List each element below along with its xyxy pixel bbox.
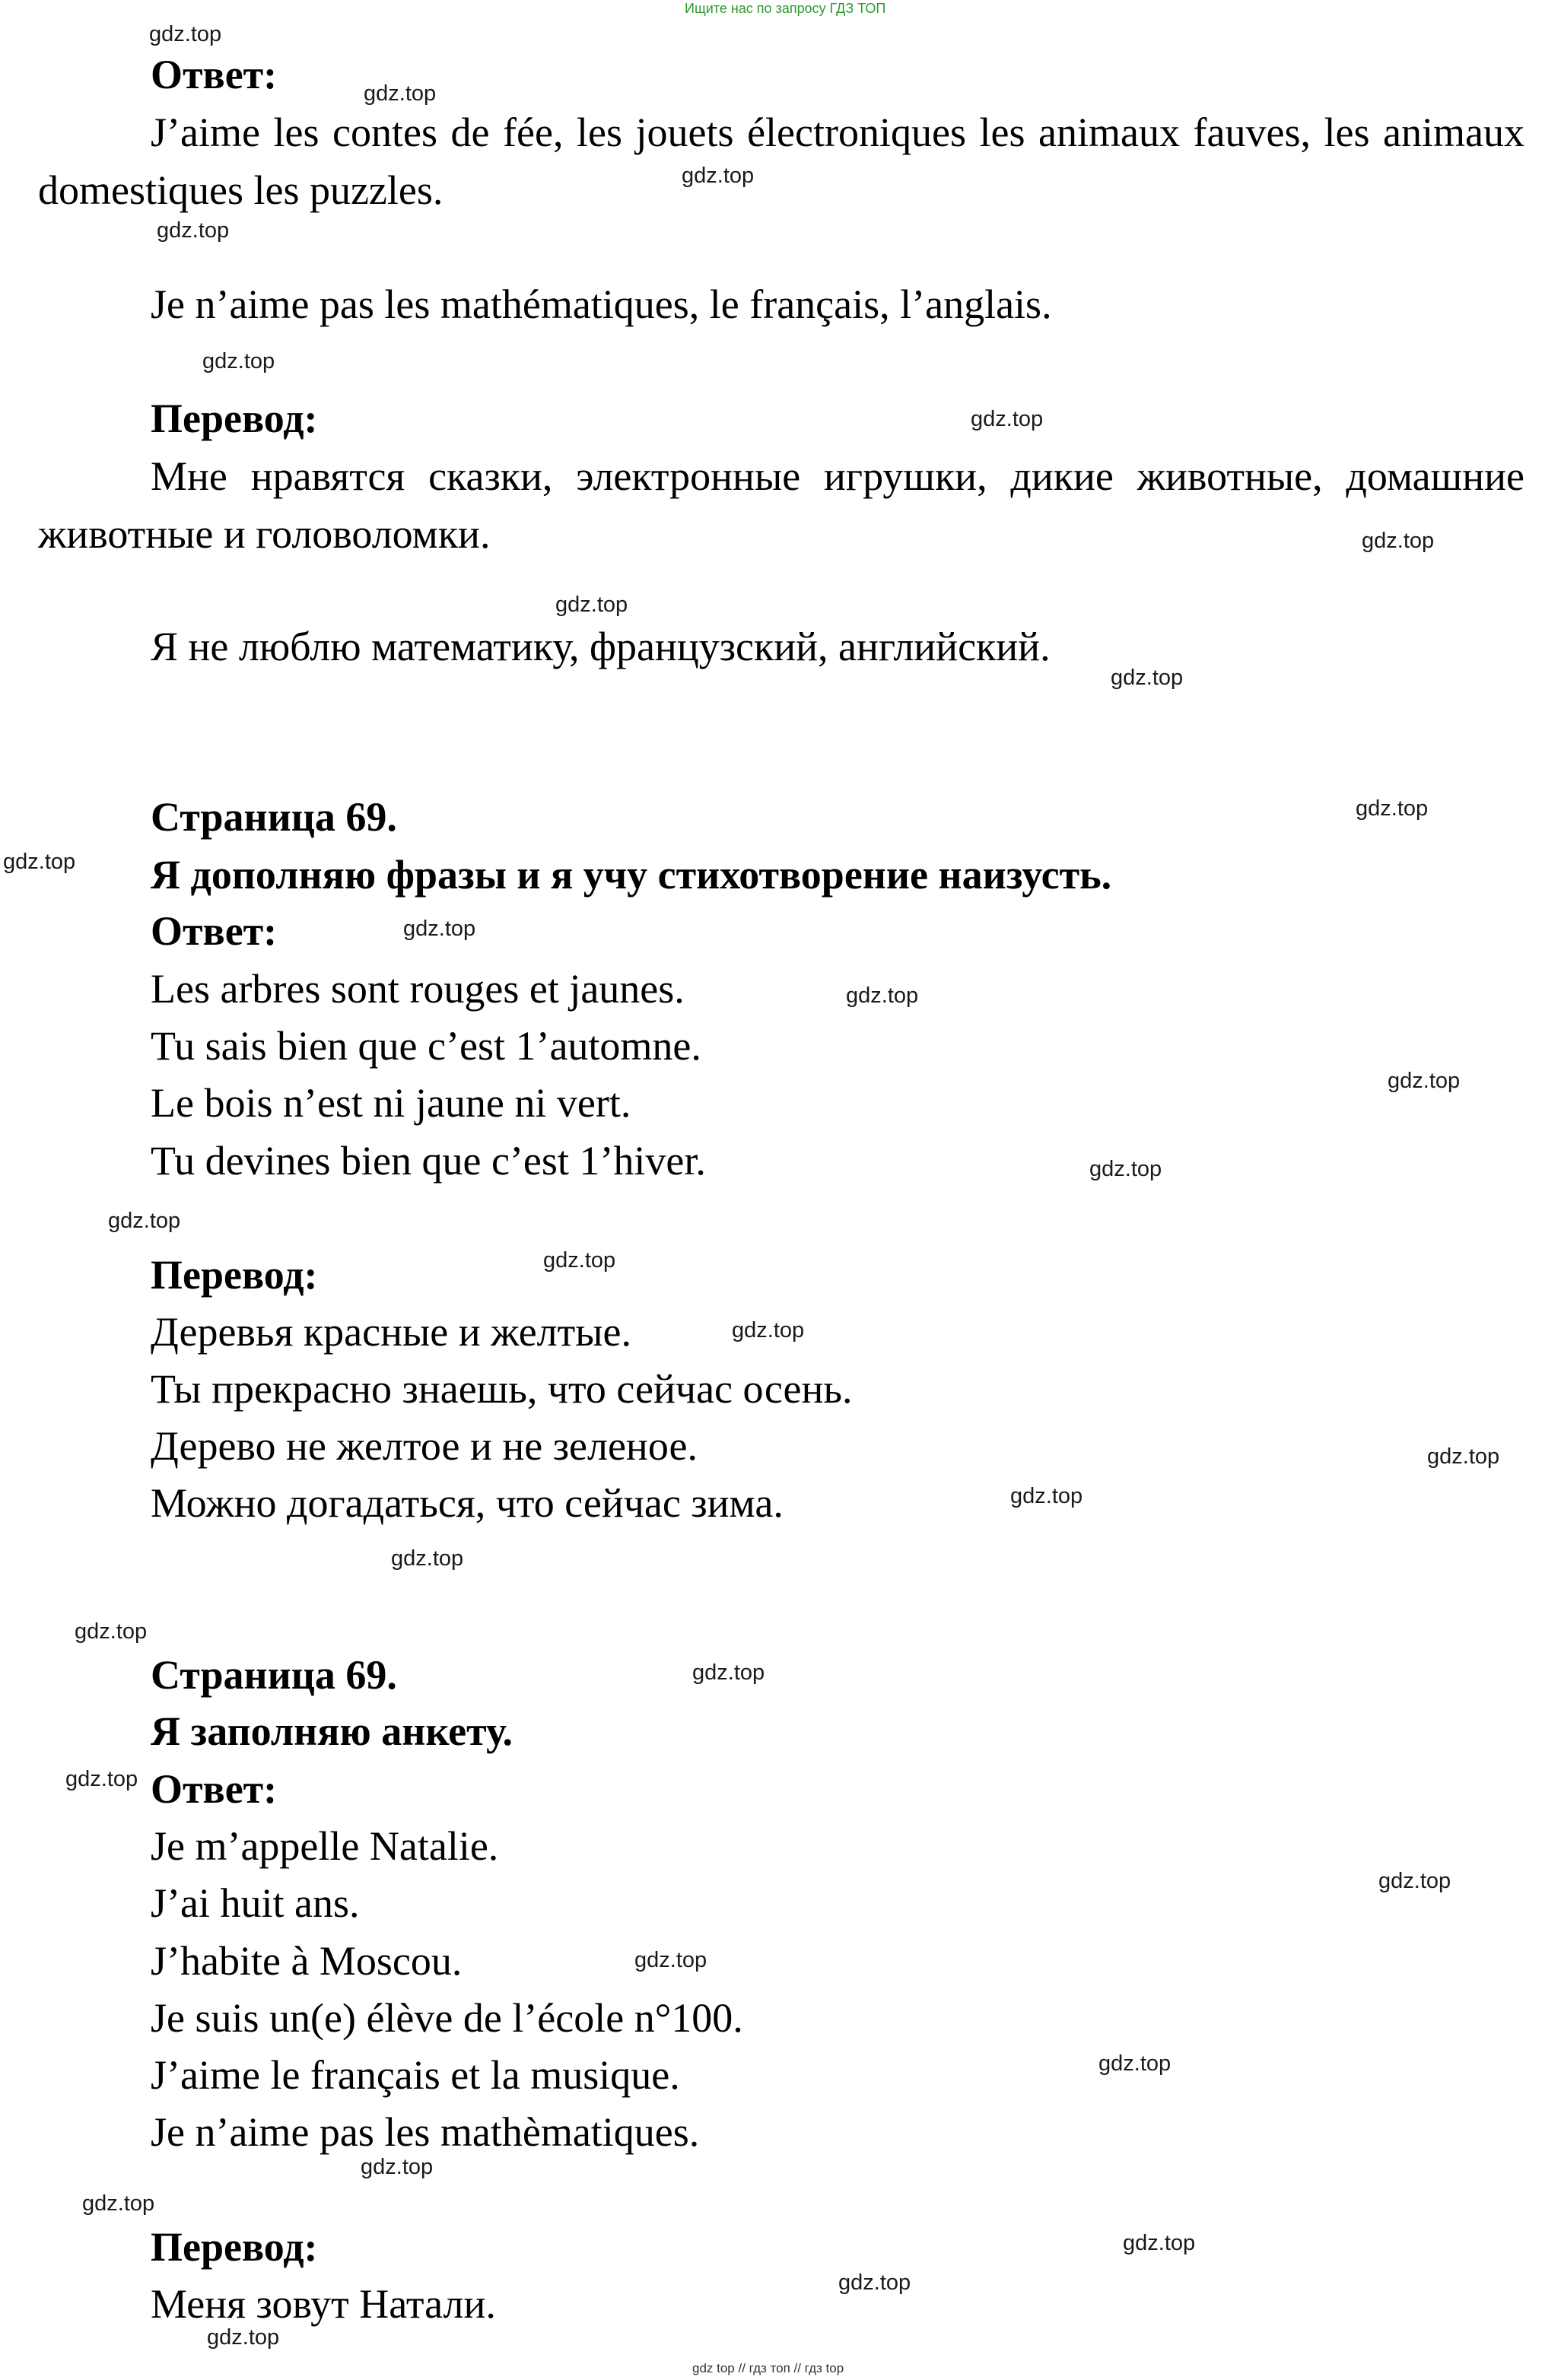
answer-line: Je m’appelle Natalie. — [151, 1823, 499, 1869]
watermark: gdz.top — [1123, 2231, 1196, 2255]
watermark: gdz.top — [207, 2325, 280, 2350]
page-heading: Страница 69. — [151, 1652, 397, 1698]
task-title: Я дополняю фразы и я учу стихотворение наизусть. — [151, 852, 1112, 898]
watermark: gdz.top — [971, 407, 1044, 431]
watermark: gdz.top — [634, 1948, 707, 1972]
translation-label: Перевод: — [151, 396, 318, 441]
translation-paragraph-1: Мне нравятся сказки, электронные игрушки, дикие животные, домашние животные и головоломки. — [38, 453, 1524, 557]
answer-label: Ответ: — [151, 1766, 278, 1812]
answer-paragraph-1: J’aime les contes de fée, les jouets électroniques les animaux fauves, les animaux domestiques les puzzles. — [38, 110, 1524, 213]
bottom-banner: gdz top // гдз топ // гдз top — [692, 2361, 844, 2375]
watermark: gdz.top — [1098, 2051, 1172, 2076]
watermark: gdz.top — [1378, 1869, 1451, 1893]
translation-label: Перевод: — [151, 1252, 318, 1298]
answer-line: Tu devines bien que c’est 1’hiver. — [151, 1138, 706, 1184]
watermark: gdz.top — [1362, 529, 1435, 553]
answer-line: J’aime le français et la musique. — [151, 2052, 680, 2098]
watermark: gdz.top — [543, 1248, 616, 1273]
watermark: gdz.top — [1356, 796, 1429, 821]
answer-line: Je n’aime pas les mathèmatiques. — [151, 2109, 700, 2155]
watermark: gdz.top — [732, 1318, 805, 1343]
watermark: gdz.top — [1089, 1157, 1162, 1181]
watermark: gdz.top — [846, 983, 919, 1008]
watermark: gdz.top — [202, 349, 275, 373]
answer-line: J’ai huit ans. — [151, 1880, 360, 1926]
translation-label: Перевод: — [151, 2224, 318, 2270]
watermark: gdz.top — [108, 1209, 181, 1233]
watermark: gdz.top — [75, 1619, 148, 1644]
answer-paragraph-2: Je n’aime pas les mathématiques, le français, l’anglais. — [151, 281, 1052, 327]
watermark: gdz.top — [364, 81, 437, 106]
watermark: gdz.top — [1427, 1444, 1500, 1469]
watermark: gdz.top — [391, 1546, 464, 1571]
watermark: gdz.top — [682, 164, 755, 188]
watermark: gdz.top — [149, 22, 222, 46]
translation-line: Деревья красные и желтые. — [151, 1309, 631, 1355]
watermark: gdz.top — [157, 218, 230, 243]
translation-line: Можно догадаться, что сейчас зима. — [151, 1480, 784, 1526]
translation-paragraph-2: Я не люблю математику, французский, английский. — [151, 624, 1051, 669]
answer-line: Tu sais bien que c’est 1’automne. — [151, 1023, 701, 1069]
watermark: gdz.top — [1010, 1484, 1083, 1508]
watermark: gdz.top — [82, 2191, 155, 2216]
answer-line: Je suis un(e) élève de l’école n°100. — [151, 1995, 743, 2041]
watermark: gdz.top — [555, 593, 628, 617]
top-banner: Ищите нас по запросу ГДЗ ТОП — [685, 1, 886, 16]
translation-line: Дерево не желтое и не зеленое. — [151, 1423, 698, 1469]
watermark: gdz.top — [1388, 1069, 1461, 1093]
answer-line: Les arbres sont rouges et jaunes. — [151, 966, 685, 1012]
task-title: Я заполняю анкету. — [151, 1708, 513, 1754]
translation-line: Ты прекрасно знаешь, что сейчас осень. — [151, 1366, 853, 1412]
answer-line: Le bois n’est ni jaune ni vert. — [151, 1080, 631, 1126]
answer-label: Ответ: — [151, 52, 278, 97]
watermark: gdz.top — [403, 917, 476, 941]
watermark: gdz.top — [1111, 666, 1184, 690]
watermark: gdz.top — [65, 1767, 138, 1791]
watermark: gdz.top — [838, 2270, 911, 2295]
watermark: gdz.top — [3, 850, 76, 874]
watermark: gdz.top — [692, 1660, 765, 1685]
page-heading: Страница 69. — [151, 794, 397, 840]
translation-line: Меня зовут Натали. — [151, 2281, 496, 2327]
answer-label: Ответ: — [151, 908, 278, 954]
watermark: gdz.top — [361, 2155, 434, 2179]
answer-line: J’habite à Moscou. — [151, 1938, 463, 1984]
